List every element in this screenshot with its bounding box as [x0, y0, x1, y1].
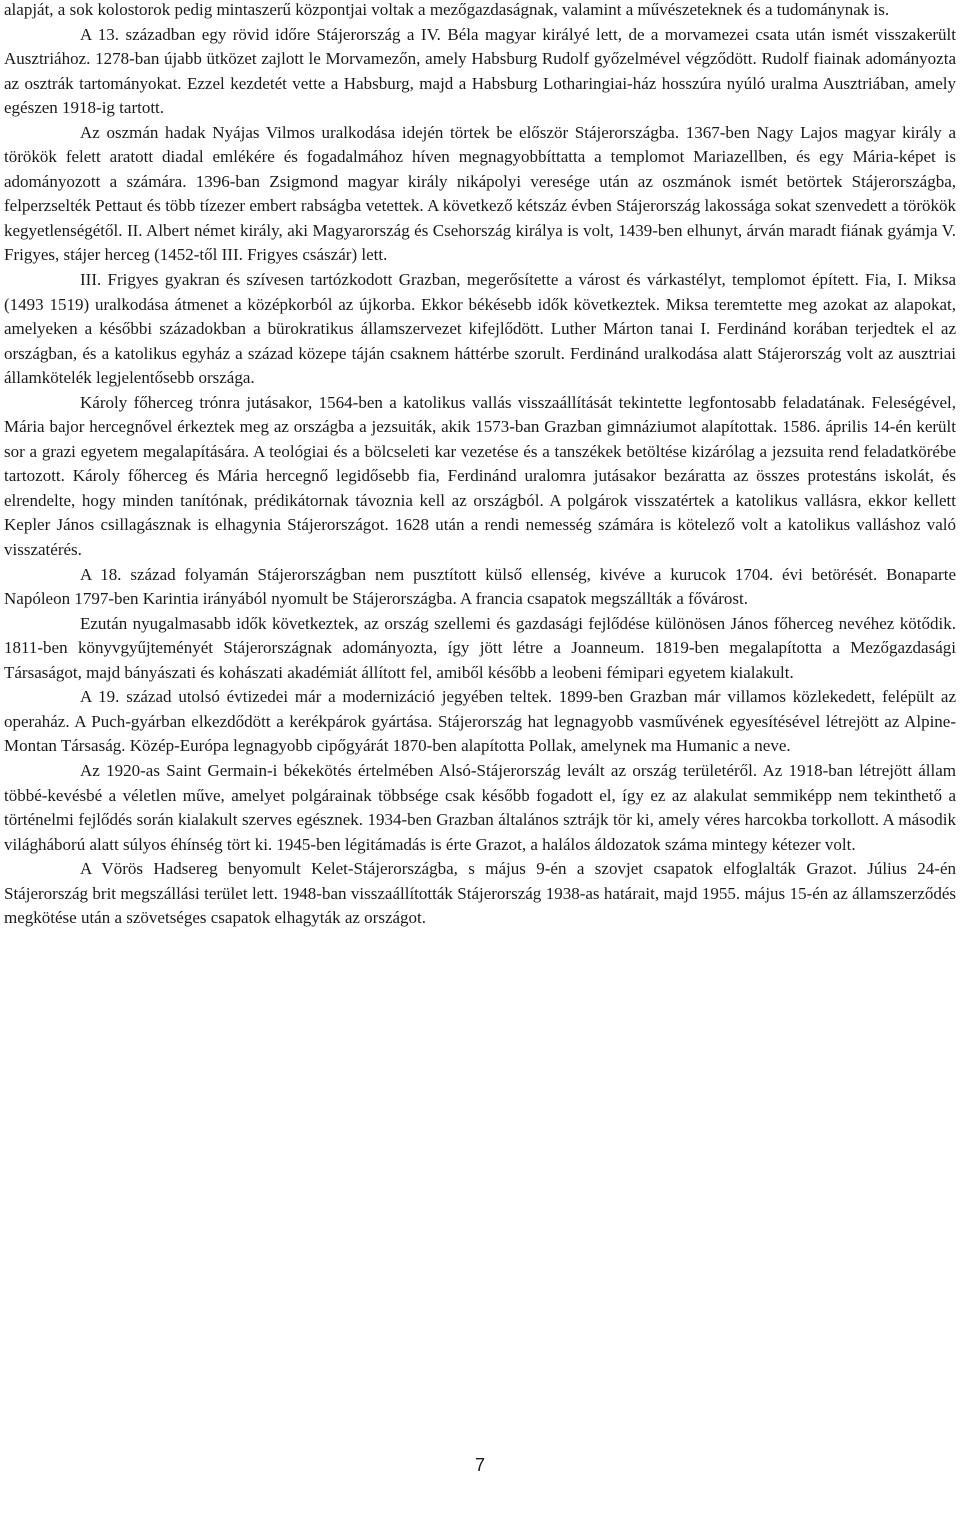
paragraph-6: A 18. század folyamán Stájerországban nem pusztított külső ellenség, kivéve a kurucok 1704. évi betörését. Bonaparte Napóleon 1797-ben Karintia irányából nyomult be Stájerországba. A francia csapatok megszállták a fővárost. — [4, 564, 956, 609]
paragraph-4: III. Frigyes gyakran és szívesen tartózkodott Grazban, megerősítette a várost és várkastélyt, templomot épített. Fia, I. Miksa (1493 1519) uralkodása átmenet a középkorból az újkorba. Ekkor békésebb idők következtek. Miksa teremtette meg azokat az alapokat, amelyeken a későbbi századokban a bürokratikus államszervezet kifejlődött. Luther Márton tanai I. Ferdinánd korában terjedtek el az országban, és a katolikus egyház a század közepe táján csaknem háttérbe szorult. Ferdinánd uralkodása alatt Stájerország volt az ausztriai államkötelék legjelentősebb országa. — [4, 270, 956, 388]
paragraph-10: A Vörös Hadsereg benyomult Kelet-Stájerországba, s május 9-én a szovjet csapatok elfoglalták Grazot. Július 24-én Stájerország brit megszállási terület lett. 1948-ban visszaállították Stájerország 1938-as határait, majd 1955. május 15-én az államszerződés megkötése után a szövetséges csapatok elhagyták az országot. — [4, 859, 956, 928]
paragraph-3: Az oszmán hadak Nyájas Vilmos uralkodása idején törtek be először Stájerországba. 1367-ben Nagy Lajos magyar király a törökök felett aratott diadal emlékére és fogadalmához híven megnagyobbíttatta a templomot Mariazellben, és egy Mária-képet is adományozott a számára. 1396-ban Zsigmond magyar király nikápolyi veresége után az oszmánok ismét betörtek Stájerországba, felperzselték Pettaut és több tízezer embert rabságba vetettek. A következő kétszáz évben Stájerország lakossága sokat szenvedett a törökök kegyetlenségétől. II. Albert német király, aki Magyarország és Csehország királya is volt, 1439-ben elhunyt, árván maradt fiának gyámja V. Frigyes, stájer herceg (1452-től III. Frigyes császár) lett. — [4, 122, 956, 265]
page-number: 7 — [474, 1455, 485, 1475]
paragraph-2: A 13. században egy rövid időre Stájerország a IV. Béla magyar királyé lett, de a morvamezei csata után ismét visszakerült Ausztriához. 1278-ban újabb ütközet zajlott le Morvamezőn, amely Habsburg Rudolf győzelmével végződött. Rudolf fiainak adományozta az osztrák tartományokat. Ezzel kezdetét vette a Habsburg, majd a Habsburg Lotharingiai-ház hosszúra nyúló uralma Ausztriában, amely egészen 1918-ig tartott. — [4, 24, 956, 118]
paragraph-9: Az 1920-as Saint Germain-i békekötés értelmében Alsó-Stájerország levált az ország területéről. Az 1918-ban létrejött állam többé-kevésbé a véletlen műve, amelyet polgárainak többsége csak később fogadott el, így ez az alakulat semmiképp nem tekinthető a történelmi fejlődés során kialakult szerves egésznek. 1934-ben Grazban általános sztrájk tör ki, amely véres harcokba torkollott. A második világháború alatt súlyos éhínség tört ki. 1945-ben légitámadás is érte Grazot, a halálos áldozatok száma mintegy kétezer volt. — [4, 760, 956, 854]
document-body — [4, 0, 956, 931]
paragraph-5: Károly főherceg trónra jutásakor, 1564-ben a katolikus vallás visszaállítását tekintette legfontosabb feladatának. Feleségével, Mária bajor hercegnővel érkeztek meg az országba a jezsuiták, akik 1573-ban Grazban gimnáziumot alapítottak. 1586. április 14-én került sor a grazi egyetem megalapítására. A teológiai és a bölcseleti kar vezetése és a tanszékek betöltése kizárólag a jezsuita rend feladatkörébe tartozott. Károly főherceg és Mária hercegnő legidősebb fia, Ferdinánd uralomra jutásakor bezáratta az összes protestáns iskolát, és elrendelte, hogy minden tanítónak, prédikátornak távoznia kell az országból. A polgárok visszatértek a katolikus vallásra, ekkor kellett Kepler János csillagásznak is elhagynia Stájerországot. 1628 után a rendi nemesség számára is kötelező volt a katolikus valláshoz való visszatérés. — [4, 392, 956, 560]
paragraph-1: alapját, a sok kolostorok pedig mintaszerű központjai voltak a mezőgazdaságnak, valamint a művészeteknek és a tudománynak is. — [4, 0, 890, 19]
paragraph-7: Ezután nyugalmasabb idők következtek, az ország szellemi és gazdasági fejlődése különösen János főherceg nevéhez kötődik. 1811-ben könyvgyűjteményét Stájerországnak adományozta, így jött létre a Joanneum. 1819-ben megalapította a Mezőgazdasági Társaságot, majd bányászati és kohászati akadémiát állított fel, amiből később a leobeni fémipari egyetem kialakult. — [4, 613, 956, 682]
paragraph-8: A 19. század utolsó évtizedei már a modernizáció jegyében teltek. 1899-ben Grazban már villamos közlekedett, felépült az operaház. A Puch-gyárban elkezdődött a kerékpárok gyártása. Stájerország hat legnagyobb vasművének egyesítésével létrejött az Alpine-Montan Társaság. Közép-Európa legnagyobb cipőgyárát 1870-ben alapította Pollak, amelynek ma Humanic a neve. — [4, 687, 956, 756]
